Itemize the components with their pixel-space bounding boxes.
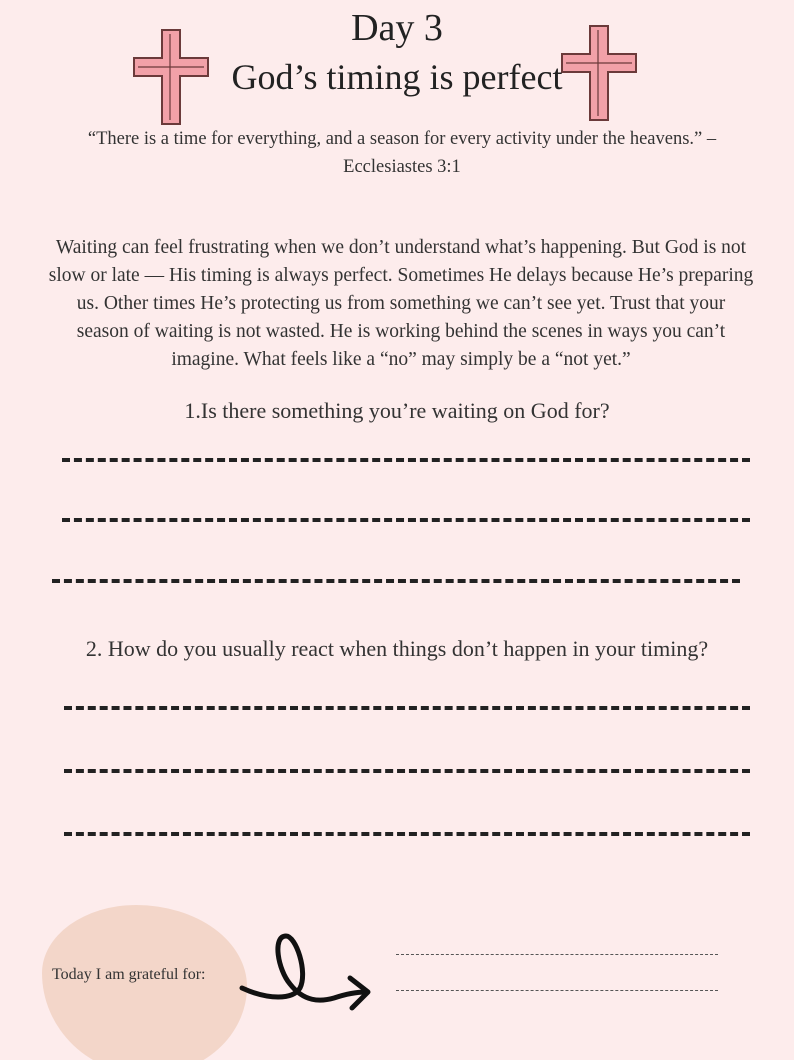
verse-reference: Ecclesiastes 3:1 bbox=[343, 157, 461, 177]
curly-arrow-icon bbox=[238, 930, 378, 1025]
devotional-line: season of waiting is not wasted. He is working behind the scenes in ways you can’t bbox=[76, 321, 726, 342]
question-2: 2. How do you usually react when things don’t happen in your timing? bbox=[85, 636, 709, 661]
answer-line[interactable] bbox=[62, 458, 750, 462]
devotional-text bbox=[0, 234, 794, 374]
gratitude-answer-line[interactable] bbox=[396, 990, 718, 991]
answer-line[interactable] bbox=[62, 518, 750, 522]
devotional-line: slow or late — His timing is always perfect. Sometimes He delays because He’s preparing bbox=[48, 265, 754, 286]
answer-line[interactable] bbox=[64, 706, 750, 710]
devotional-line: Waiting can feel frustrating when we don’t understand what’s happening. But God is not bbox=[55, 237, 747, 258]
devotional-line: us. Other times He’s protecting us from something we can’t see yet. Trust that your bbox=[76, 293, 726, 314]
verse-text: “There is a time for everything, and a season for every activity under the heavens.” – bbox=[87, 129, 717, 149]
answer-line[interactable] bbox=[64, 769, 750, 773]
answer-line[interactable] bbox=[52, 579, 740, 583]
scripture-verse bbox=[10, 125, 794, 181]
gratitude-answer-line[interactable] bbox=[396, 954, 718, 955]
page-title: God’s timing is perfect bbox=[231, 57, 563, 97]
question-1: 1.Is there something you’re waiting on God for? bbox=[184, 398, 610, 423]
devotional-line: imagine. What feels like a “no” may simply be a “not yet.” bbox=[171, 349, 631, 370]
answer-line[interactable] bbox=[64, 832, 750, 836]
gratitude-label: Today I am grateful for: bbox=[52, 966, 206, 983]
day-title: Day 3 bbox=[351, 7, 443, 49]
